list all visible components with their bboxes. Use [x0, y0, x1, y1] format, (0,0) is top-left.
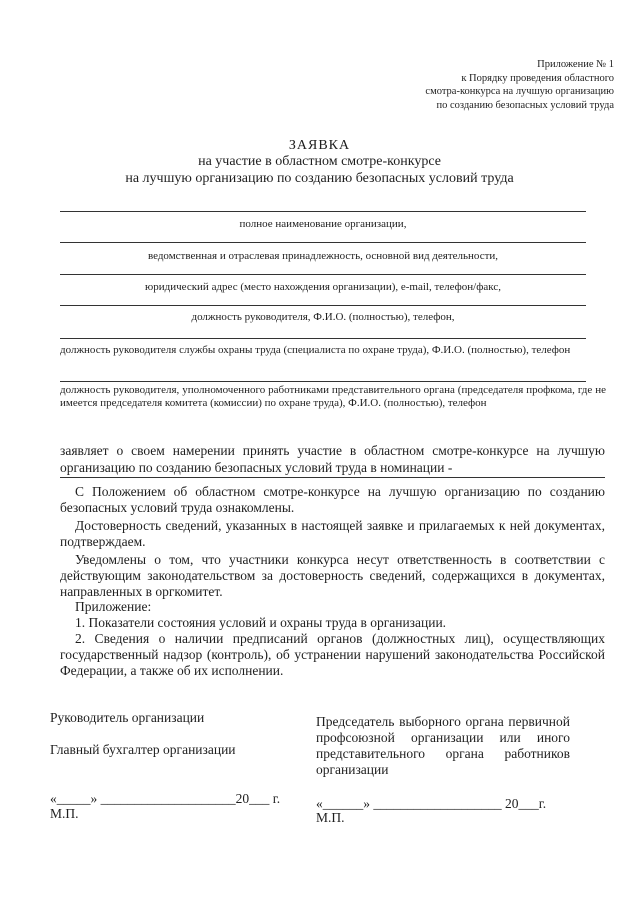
- field-caption: юридический адрес (место нахождения организации), e-mail, телефон/факс,: [145, 281, 501, 293]
- paragraph: Приложение:: [75, 599, 152, 614]
- appendix-line: по созданию безопасных условий труда: [436, 99, 614, 111]
- signature-date-right: «______» ___________________ 20___г.: [316, 796, 547, 811]
- signature-accountant-label: Главный бухгалтер организации: [50, 742, 236, 757]
- paragraph: С Положением об областном смотре-конкурсе на лучшую организацию по созданию безопасных условий труда ознакомлены.: [60, 484, 605, 515]
- declaration-text: заявляет о своем намерении принять участие в областном смотре-конкурсе на лучшую организацию по созданию безопасных условий труда в номинации -: [60, 443, 605, 475]
- form-line: [60, 477, 605, 478]
- field-caption: должность руководителя, уполномоченного работниками представительного органа (председателя профкома, где не имеется председателя комитета (комиссии) по охране труда), Ф.И.О. (полностью), телефон: [60, 384, 606, 409]
- signature-chair-label: Председатель выборного органа первичной профсоюзной организации или иного представительного органа работников организации: [316, 714, 570, 777]
- signature-head-label: Руководитель организации: [50, 710, 205, 725]
- appendix-note: [354, 58, 614, 112]
- appendix-line: к Порядку проведения областного: [461, 72, 614, 84]
- field-caption: полное наименование организации,: [239, 218, 407, 230]
- signature-date-left: «_____» ____________________20___ г.: [50, 791, 281, 806]
- form-line: [60, 305, 586, 306]
- subtitle-line: на участие в областном смотре-конкурсе: [198, 154, 441, 169]
- form-line: [60, 242, 586, 243]
- field-caption: должность руководителя, Ф.И.О. (полностью), телефон,: [191, 311, 455, 323]
- form-line: [60, 211, 586, 212]
- paragraph: Достоверность сведений, указанных в настоящей заявке и прилагаемых к ней документах, подтверждаем.: [60, 518, 605, 549]
- subtitle-line: на лучшую организацию по созданию безопасных условий труда: [125, 171, 514, 186]
- paragraph: Уведомлены о том, что участники конкурса несут ответственность в соответствии с действующим законодательством за достоверность сведений, содержащихся в документах, направленных в оргкомитет.: [60, 552, 605, 599]
- paragraph: 1. Показатели состояния условий и охраны труда в организации.: [75, 615, 447, 630]
- form-line: [60, 338, 586, 339]
- form-line: [60, 381, 586, 382]
- field-caption: ведомственная и отраслевая принадлежность, основной вид деятельности,: [147, 250, 499, 262]
- stamp-label-right: М.П.: [316, 810, 345, 825]
- form-line: [60, 274, 586, 275]
- appendix-line: Приложение № 1: [537, 59, 614, 70]
- field-caption: должность руководителя службы охраны труда (специалиста по охране труда), Ф.И.О. (полностью), телефон: [60, 344, 571, 356]
- appendix-line: смотра-конкурса на лучшую организацию: [425, 86, 614, 97]
- document-title: ЗАЯВКА: [288, 138, 351, 153]
- paragraph: 2. Сведения о наличии предписаний органов (должностных лиц), осуществляющих государственный надзор (контроль), об устранении нарушений законодательства Российской Федерации, а также об их исполнении.: [60, 631, 605, 678]
- stamp-label-left: М.П.: [50, 806, 79, 821]
